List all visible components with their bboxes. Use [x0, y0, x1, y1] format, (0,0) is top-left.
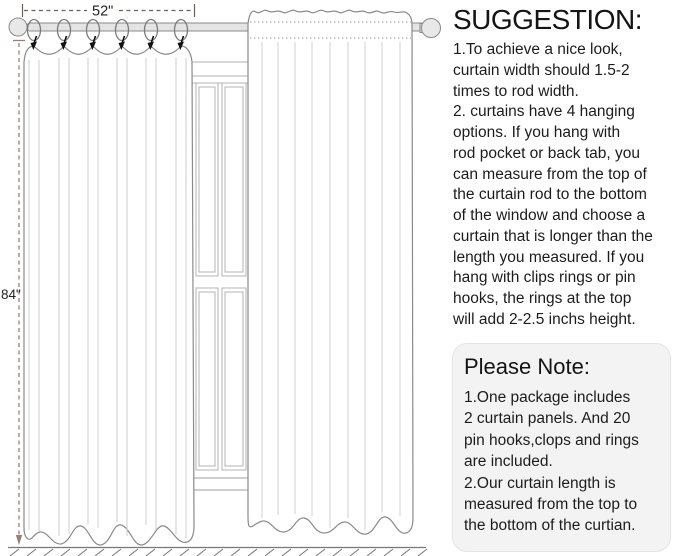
text-line: 2 curtain panels. And 20 [464, 410, 631, 428]
note-box [452, 343, 671, 552]
length-arrow-icon [16, 535, 22, 545]
text-line: curtain that is longer than the [453, 227, 653, 245]
text-line: 1.To achieve a nice look, [453, 41, 623, 58]
right-finial [420, 19, 441, 38]
text-line: measured from the top to [464, 496, 638, 514]
note-text [464, 387, 664, 537]
left-curtain-panel [24, 46, 194, 545]
text-line: can measure from the top of [453, 165, 647, 183]
floor [8, 548, 427, 556]
text-line: 1.One package includes [464, 389, 631, 406]
text-line: hang with clips rings or pin [453, 269, 636, 287]
note-title: Please Note: [464, 354, 590, 379]
suggestion-title: SUGGESTION: [453, 4, 642, 35]
curtain-length-label: 84" [1, 287, 21, 302]
text-line: pin hooks,clops and rings [464, 431, 639, 449]
text-line: are included. [464, 453, 553, 471]
suggestion-text [453, 40, 679, 331]
text-line: rod pocket or back tab, you [453, 144, 640, 162]
pin-hooks [31, 36, 185, 50]
right-curtain-panel [248, 10, 413, 534]
text-line: hooks, the rings at the top [453, 290, 632, 307]
text-line: 2.Our curtain length is [464, 474, 616, 492]
text-line: the bottom of the curtian. [464, 517, 636, 535]
text-line: options. If you hang with [453, 124, 621, 141]
text-line: will add 2-2.5 inchs height. [453, 310, 636, 328]
text-line: times to rod width. [453, 82, 579, 100]
text-line: the curtain rod to the bottom [453, 186, 647, 204]
left-finial [9, 18, 27, 36]
rod-width-label: 52" [92, 3, 114, 20]
text-line: 2. curtains have 4 hanging [453, 103, 635, 121]
text-line: curtain width should 1.5-2 [453, 61, 630, 79]
text-line: of the window and choose a [453, 207, 646, 224]
text-line: length you measured. If you [453, 248, 645, 266]
